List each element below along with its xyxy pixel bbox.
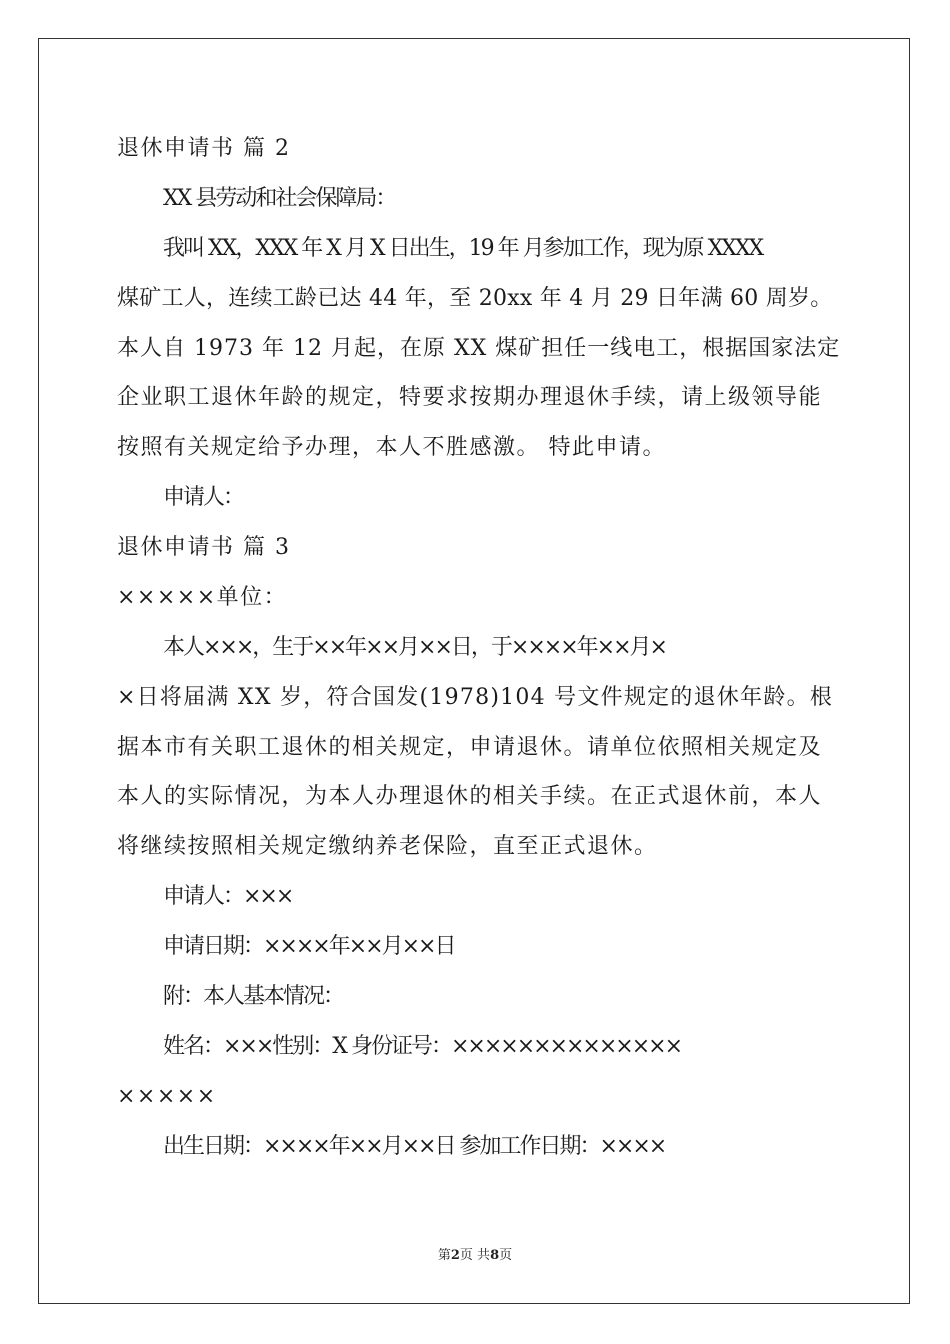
section2-body-line: 煤矿工人，连续工龄已达 44 年，至 20xx 年 4 月 29 日年满 60 周岁。: [117, 286, 833, 311]
section3-applicant: 申请人：×××: [163, 884, 293, 909]
section3-info-line: 出生日期：××××年××月××日 参加工作日期：××××: [163, 1134, 666, 1159]
section3-body-line: 据本市有关职工退休的相关规定，申请退休。请单位依照相关规定及: [117, 735, 823, 760]
footer-page-total: 8: [490, 1248, 500, 1263]
section2-heading: 退休申请书 篇 2: [117, 136, 291, 161]
section3-attachment: 附：本人基本情况：: [163, 984, 344, 1009]
section2-body-line: 按照有关规定给予办理，本人不胜感激。 特此申请。: [117, 435, 666, 460]
page-frame: [38, 38, 910, 1304]
section3-body-line: 本人的实际情况，为本人办理退休的相关手续。在正式退休前，本人: [117, 784, 823, 809]
section3-apply-date: 申请日期：××××年××月××日: [163, 934, 455, 959]
section3-info-line: 姓名：×××性别：X 身份证号：××××××××××××××: [163, 1034, 682, 1059]
section3-heading: 退休申请书 篇 3: [117, 535, 291, 560]
section3-info-line: ×××××: [117, 1084, 217, 1109]
section2-body-line: 企业职工退休年龄的规定，特要求按期办理退休手续，请上级领导能: [117, 385, 823, 410]
footer-page-suffix: 页: [499, 1248, 513, 1263]
section2-body-line: 本人自 1973 年 12 月起，在原 XX 煤矿担任一线电工，根据国家法定: [117, 336, 841, 361]
footer-page-mid: 页 共: [459, 1248, 491, 1263]
footer-page-prefix: 第: [437, 1248, 451, 1263]
section3-body-line: 本人×××，生于××年××月××日，于××××年××月×: [163, 635, 666, 660]
section3-body-line: 将继续按照相关规定缴纳养老保险，直至正式退休。: [117, 834, 658, 859]
section2-body-line: 我叫 XX，XXX 年 X 月 X 日出生，19 年 月参加工作，现为原 XXXX: [163, 236, 763, 261]
section3-salutation: ×××××单位：: [117, 585, 288, 610]
section3-body-line: ×日将届满 XX 岁，符合国发(1978)104 号文件规定的退休年龄。根: [117, 685, 834, 710]
page-footer: [0, 1248, 950, 1264]
footer-page-current: 2: [450, 1248, 460, 1263]
section2-salutation: XX 县劳动和社会保障局：: [163, 186, 396, 211]
section2-applicant: 申请人：: [163, 485, 244, 510]
